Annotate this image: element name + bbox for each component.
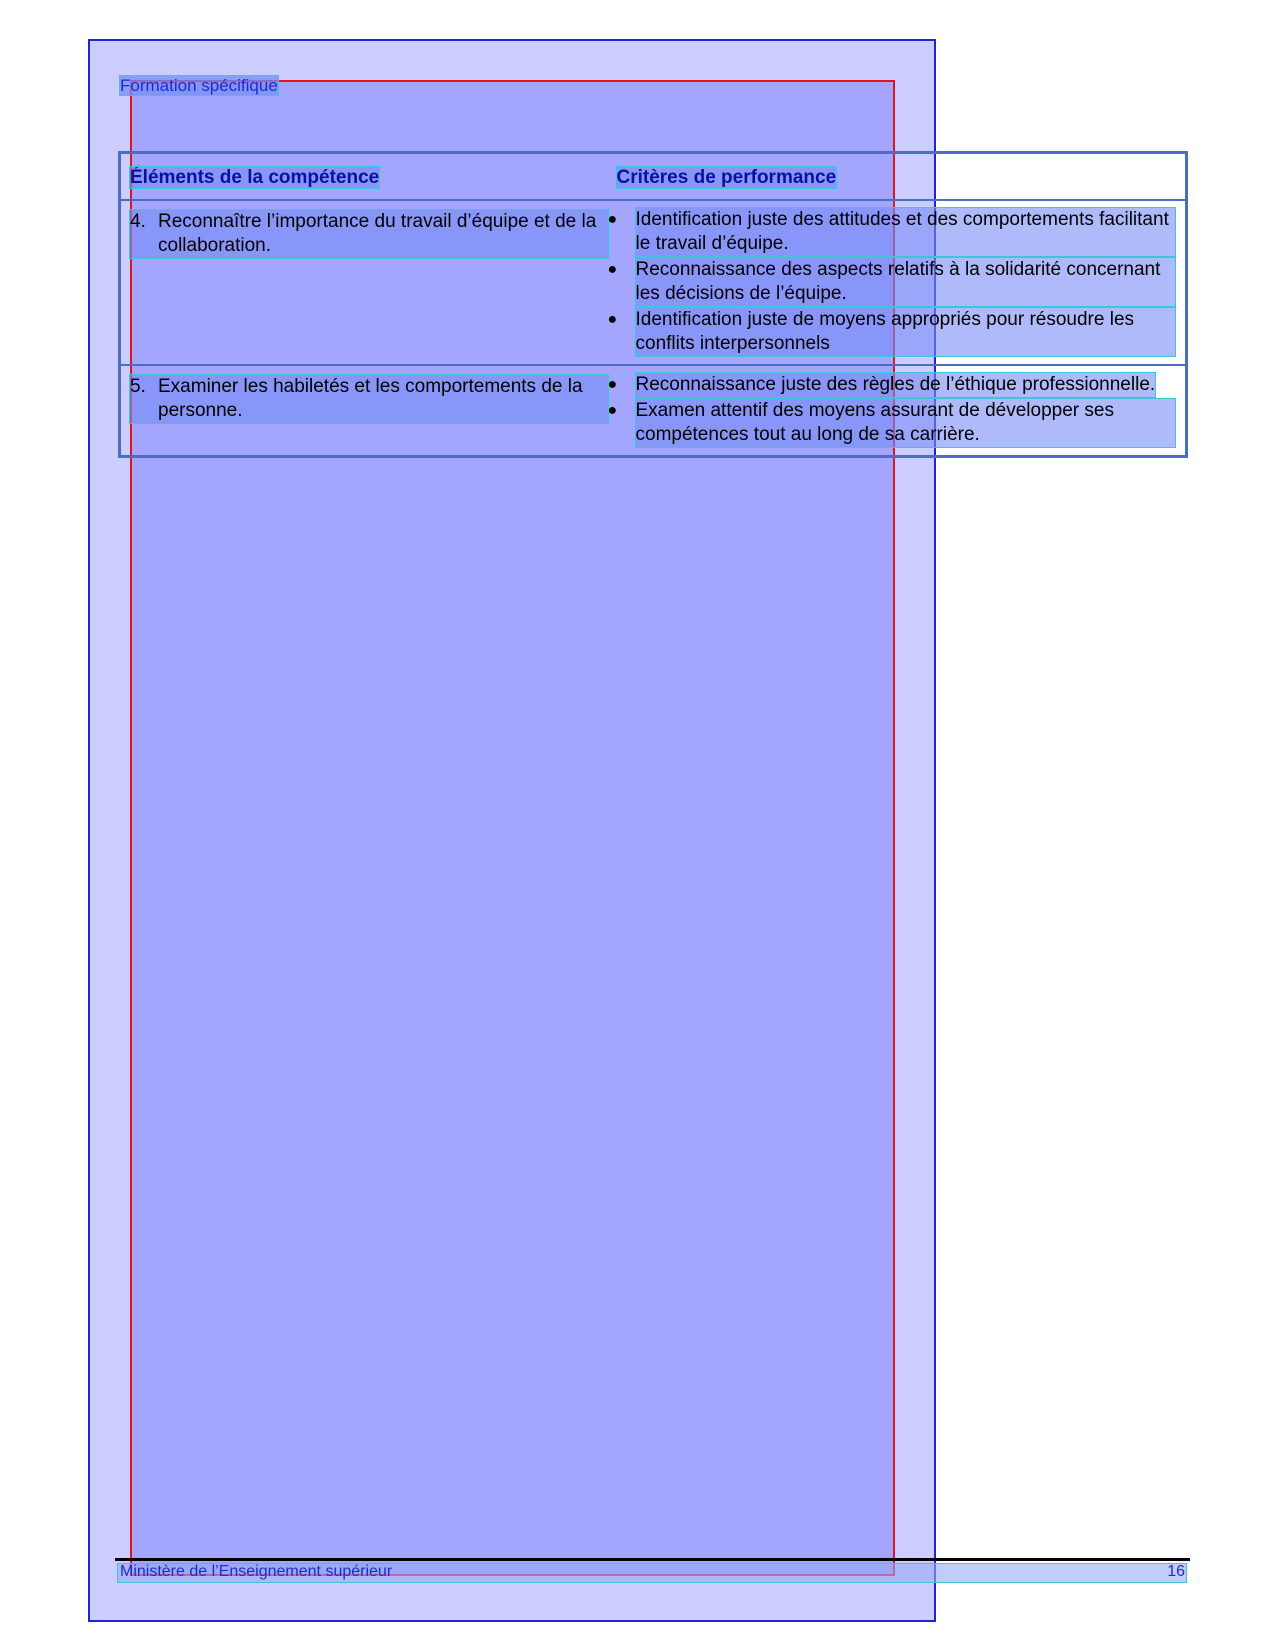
column-header-criteria: Critères de performance — [608, 153, 1187, 201]
table-header-row — [120, 153, 1187, 201]
element-item — [130, 375, 608, 423]
bullet-icon: ● — [607, 211, 618, 228]
running-header — [120, 76, 278, 96]
criteria-cell — [608, 365, 1187, 457]
criteria-item: ● Reconnaissance juste des règles de l’éthique professionnelle. — [607, 374, 1156, 395]
table-row — [120, 365, 1187, 457]
element-text: Reconnaître l’importance du travail d’équipe et de la collaboration. — [158, 211, 597, 256]
criteria-item: ● Reconnaissance des aspects relatifs à la solidarité concernant les décisions de l’équipe. — [608, 258, 1176, 306]
criteria-item: ● Identification juste de moyens appropriés pour résoudre les conflits interpersonnels — [608, 308, 1176, 356]
bullet-icon: ● — [607, 261, 618, 278]
criteria-list — [608, 373, 1176, 447]
bullet-icon: ● — [607, 311, 618, 328]
criteria-item: ● Examen attentif des moyens assurant de développer ses compétences tout au long de sa carrière. — [608, 399, 1176, 447]
footer-ministry: Ministère de l’Enseignement supérieur — [120, 1563, 393, 1580]
table-row — [120, 200, 1187, 365]
bullet-icon: ● — [607, 376, 618, 393]
bullet-icon: ● — [607, 402, 618, 419]
element-text: Examiner les habiletés et les comportements de la personne. — [158, 376, 583, 421]
competence-table — [118, 151, 1188, 458]
element-cell — [120, 365, 608, 457]
criteria-list — [608, 208, 1176, 356]
criteria-cell — [608, 200, 1187, 365]
element-cell — [120, 200, 608, 365]
footer-rule — [115, 1558, 1190, 1561]
element-number: 4. — [130, 211, 146, 232]
element-item — [130, 210, 608, 258]
criteria-item: ● Identification juste des attitudes et des comportements facilitant le travail d’équipe. — [608, 208, 1176, 256]
running-header-text: Formation spécifique — [120, 76, 278, 95]
element-number: 5. — [130, 376, 146, 397]
column-header-elements: Éléments de la compétence — [120, 153, 608, 201]
page-number: 16 — [1167, 1563, 1185, 1580]
